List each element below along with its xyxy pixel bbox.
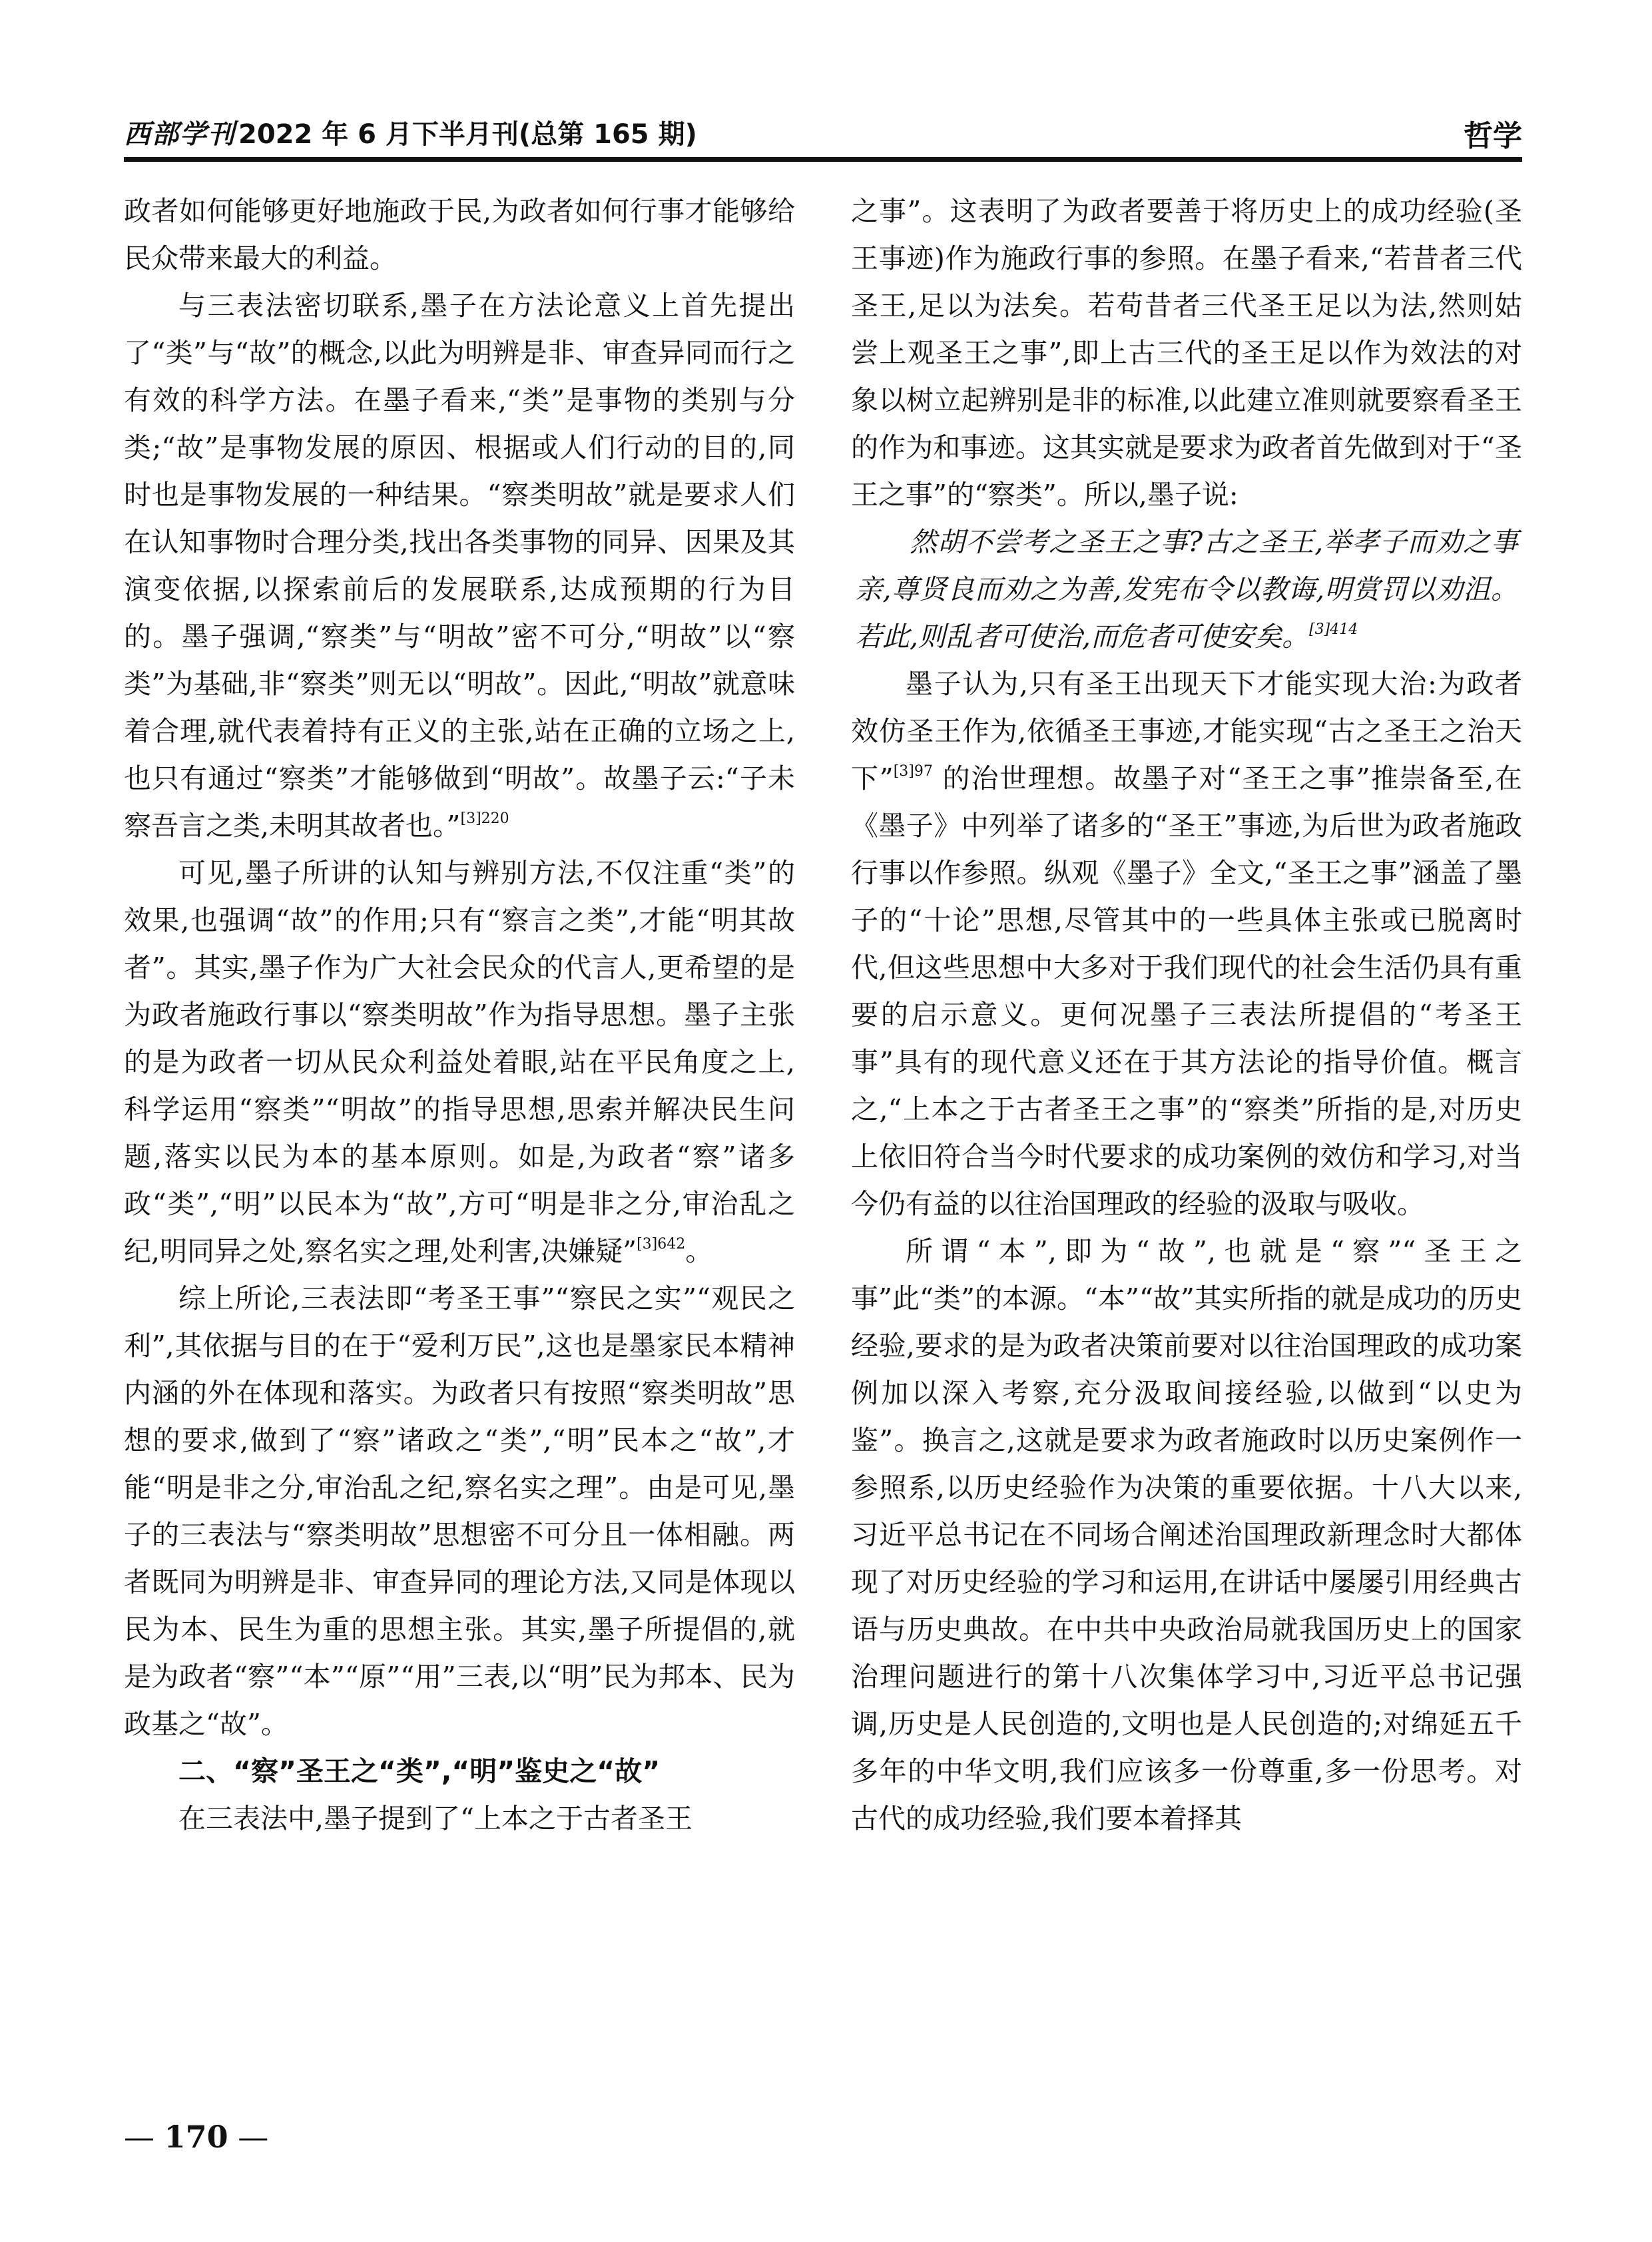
paragraph [124,1795,795,1842]
paragraph-tail: 。 [685,1235,713,1267]
left-column [124,188,795,1842]
header-rule [124,157,1522,162]
paragraph-text: 与三表法密切联系,墨子在方法论意义上首先提出了“类”与“故”的概念,以此为明辨是非、审查异同而行之有效的科学方法。在墨子看来,“类”是事物的类别与分类;“故”是事物发展的原因、根据或人们行动的目的,同时也是事物发展的一种结果。“察类明故”就是要求人们在认知事物时合理分类,找出各类事物的同异、因果及其演变依据,以探索前后的发展联系,达成预期的行为目的。墨子强调,“察类”与“明故”密不可分,“明故”以“察类”为基础,非“察类”则无以“明故”。因此,“明故”就意味着合理,就代表着持有正义的主张,站在正确的立场之上,也只有通过“察类”才能够做到“明故”。故墨子云:“子未察吾言之类,未明其故者也。” [124,290,795,842]
journal-logo: 西部学刊 [124,119,236,150]
paragraph-text: 在三表法中,墨子提到了“上本之于古者圣王 [178,1803,692,1834]
running-header [124,100,1522,153]
paragraph [851,661,1522,1228]
paragraph-text: 墨子认为,只有圣王出现天下才能实现大治:为政者效仿圣王作为,依循圣王事迹,才能实现“古之圣王之治天下” [851,668,1522,794]
paragraph-text: 政者如何能够更好地施政于民,为政者如何行事才能够给民众带来最大的利益。 [124,195,795,274]
section-heading [124,1748,795,1795]
paragraph [851,188,1522,519]
paragraph-text: 二、“察”圣王之“类”,“明”鉴史之“故” [178,1755,661,1787]
section-title: 哲学 [1464,119,1522,153]
paragraph-tail: 的治世理想。故墨子对“圣王之事”推崇备至,在《墨子》中列举了诸多的“圣王”事迹,为后世为政者施政行事以作参照。纵观《墨子》全文,“圣王之事”涵盖了墨子的“十论”思想,尽管其中的一些具体主张或已脱离时代,但这些思想中大多对于我们现代的社会生活仍具有重要的启示意义。更何况墨子三表法所提倡的“考圣王事”具有的现代意义还在于其方法论的指导价值。概言之,“上本之于古者圣王之事”的“察类”所指的是,对历史上依旧符合当今时代要求的成功案例的效仿和学习,对当今仍有益的以往治国理政的经验的汲取与吸收。 [851,762,1523,1220]
journal-issue [124,113,697,151]
paragraph-text: 综上所论,三表法即“考圣王事”“察民之实”“观民之利”,其依据与目的在于“爱利万民”,这也是墨家民本精神内涵的外在体现和落实。为政者只有按照“察类明故”思想的要求,做到了“察”诸政之“类”,“明”民本之“故”,才能“明是非之分,审治乱之纪,察名实之理”。由是可见,墨子的三表法与“察类明故”思想密不可分且一体相融。两者既同为明辨是非、审查异同的理论方法,又同是体现以民为本、民生为重的思想主张。其实,墨子所提倡的,就是为政者“察”“本”“原”“用”三表,以“明”民为邦本、民为政基之“故”。 [124,1282,795,1740]
paragraph [124,188,795,282]
block-quote [851,519,1522,661]
citation: [3]642 [637,1236,686,1253]
paragraph-text: 之事”。这表明了为政者要善于将历史上的成功经验(圣王事迹)作为施政行事的参照。在墨子看来,“若昔者三代圣王,足以为法矣。若苟昔者三代圣王足以为法,然则姑尝上观圣王之事”,即上古三代的圣王足以作为效法的对象以树立起辨别是非的标准,以此建立准则就要察看圣王的作为和事迹。这其实就是要求为政者首先做到对于“圣王之事”的“察类”。所以,墨子说: [851,195,1522,511]
citation: [3]97 [893,763,933,780]
page-number: — 170 — [124,2119,269,2155]
paragraph-text: 可见,墨子所讲的认知与辨别方法,不仅注重“类”的效果,也强调“故”的作用;只有“察言之类”,才能“明其故者”。其实,墨子作为广大社会民众的代言人,更希望的是为政者施政行事以“察类明故”作为指导思想。墨子主张的是为政者一切从民众利益处着眼,站在平民角度之上,科学运用“察类”“明故”的指导思想,思索并解决民生问题,落实以民为本的基本原则。如是,为政者“察”诸多政“类”,“明”以民本为“故”,方可“明是非之分,审治乱之纪,明同异之处,察名实之理,处利害,决嫌疑” [124,857,795,1267]
citation: [3]220 [460,810,509,827]
paragraph [124,282,795,850]
issue-info: 2022 年 6 月下半月刊(总第 165 期) [238,119,697,150]
citation: [3]414 [1309,621,1358,638]
right-column [851,188,1522,1842]
paragraph [124,850,795,1275]
paragraph [124,1275,795,1748]
page-number-value: 170 [164,2119,228,2155]
paragraph-text: 然胡不尝考之圣王之事?古之圣王,举孝子而劝之事亲,尊贤良而劝之为善,发宪布令以教诲,明赏罚以劝沮。若此,则乱者可使治,而危者可使安矣。 [855,526,1518,653]
paragraph-text: 所谓“本”,即为“故”,也就是“察”“圣王之事”此“类”的本源。“本”“故”其实所指的就是成功的历史经验,要求的是为政者决策前要对以往治国理政的成功案例加以深入考察,充分汲取间接经验,以做到“以史为鉴”。换言之,这就是要求为政者施政时以历史案例作一参照系,以历史经验作为决策的重要依据。十八大以来,习近平总书记在不同场合阐述治国理政新理念时大都体现了对历史经验的学习和运用,在讲话中屡屡引用经典古语与历史典故。在中共中央政治局就我国历史上的国家治理问题进行的第十八次集体学习中,习近平总书记强调,历史是人民创造的,文明也是人民创造的;对绵延五千多年的中华文明,我们应该多一份尊重,多一份思考。对古代的成功经验,我们要本着择其 [851,1235,1522,1834]
paragraph [851,1228,1522,1842]
